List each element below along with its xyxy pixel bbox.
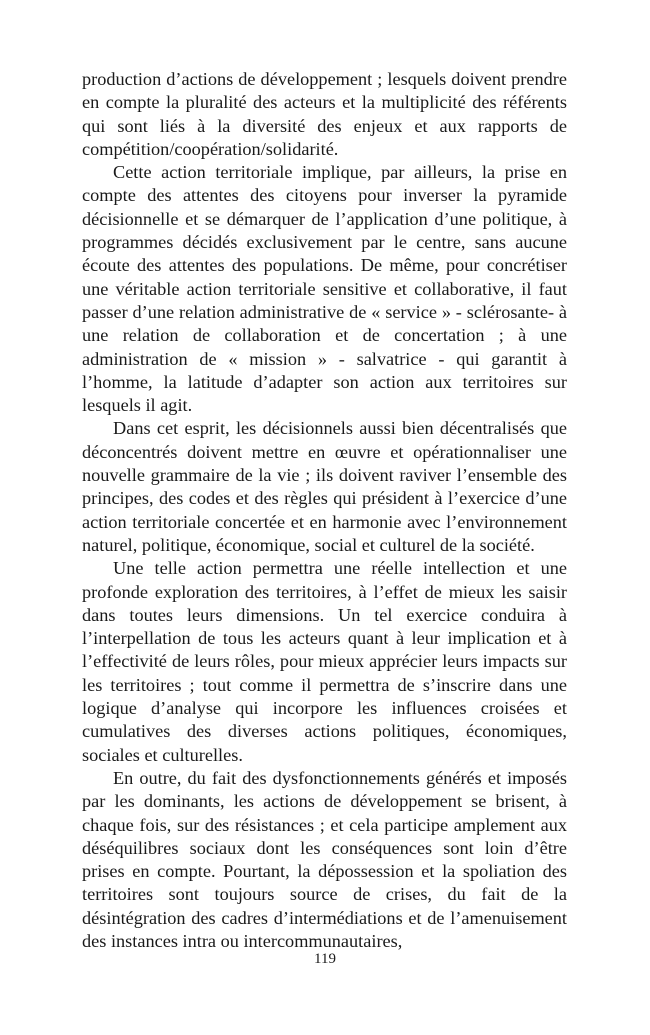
paragraph-2: Cette action territoriale implique, par ailleurs, la prise en compte des attentes des citoyens pour inverser la pyramide décisionnelle et se démarquer de l’application d’une politique, à programmes décidés exclusivement par le centre, sans aucune écoute des attentes des populations. De même, pour concrétiser une véritable action territoriale sensitive et collaborative, il faut passer d’une relation administrative de « service » - sclérosante- à une relation de collaboration et de concertation ; à une administration de « mission » - salvatrice - qui garantit à l’homme, la latitude d’adapter son action aux territoires sur lesquels il agit. bbox=[82, 162, 567, 416]
paragraph-4: Une telle action permettra une réelle intellection et une profonde exploration des territoires, à l’effet de mieux les saisir dans toutes leurs dimensions. Un tel exercice conduira à l’interpellation de tous les acteurs quant à leur implication et à l’effectivité de leurs rôles, pour mieux apprécier leurs impacts sur les territoires ; tout comme il permettra de s’inscrire dans une logique d’analyse qui incorpore les influences croisées et cumulatives des diverses actions politiques, économiques, sociales et culturelles. bbox=[82, 558, 567, 765]
paragraph-1: production d’actions de développement ; lesquels doivent prendre en compte la pluralité des acteurs et la multiplicité des référents qui sont liés à la diversité des enjeux et aux rapports de compétition/coopération/solidarité. bbox=[82, 69, 567, 159]
paragraph-5: En outre, du fait des dysfonctionnements générés et imposés par les dominants, les actions de développement se brisent, à chaque fois, sur des résistances ; et cela participe amplement aux déséquilibres sociaux dont les conséquences sont loin d’être prises en compte. Pourtant, la dépossession et la spoliation des territoires sont toujours source de crises, du fait de la désintégration des cadres d’intermédiations et de l’amenuisement des instances intra ou intercommunautaires, bbox=[82, 767, 567, 951]
paragraph-3: Dans cet esprit, les décisionnels aussi bien décentralisés que déconcentrés doivent mettre en œuvre et opérationnaliser une nouvelle grammaire de la vie ; ils doivent raviver l’ensemble des principes, des codes et des règles qui président à l’exercice d’une action territoriale concertée et en harmonie avec l’environnement naturel, politique, économique, social et culturel de la société. bbox=[82, 418, 567, 555]
body-text bbox=[82, 68, 567, 953]
page-number: 119 bbox=[314, 951, 336, 967]
